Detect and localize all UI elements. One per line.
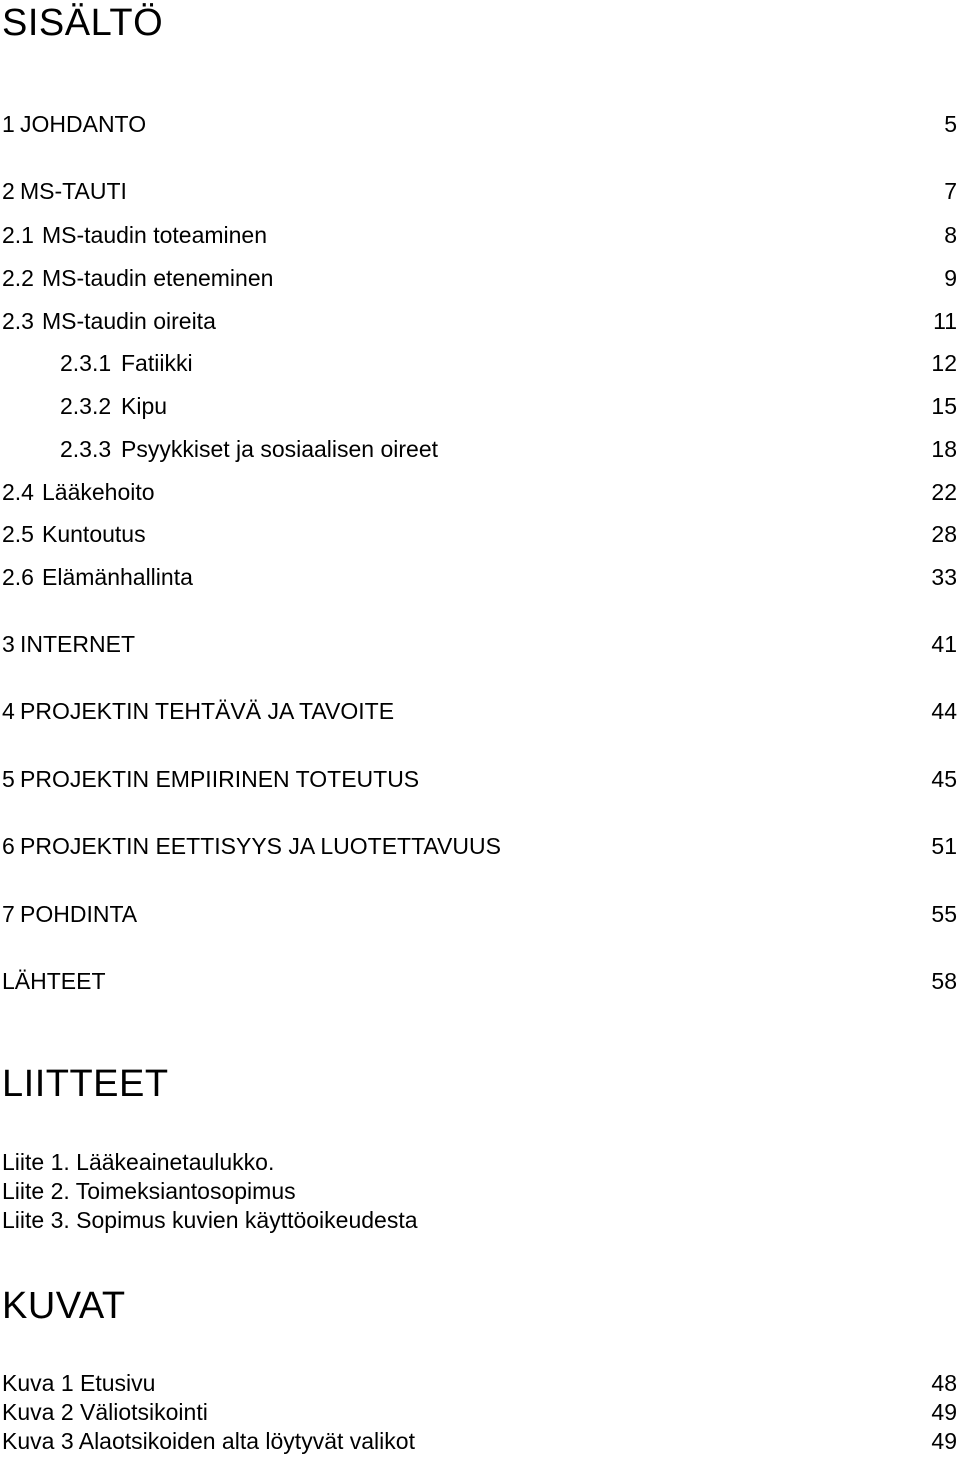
figure-entry-page: 49 [931,1399,957,1425]
toc-entry-title: MS-taudin oireita [42,308,216,334]
toc-entry-page: 8 [944,222,957,248]
toc-entry-number: 2.5 [2,521,34,547]
toc-entry-number: 3 [2,631,15,657]
toc-entry-number: 2.4 [2,479,34,505]
toc-entry-label [2,267,273,290]
toc-entry-page: 41 [931,631,957,657]
toc-entry-page: 12 [931,350,957,376]
toc-entry-number: 1 [2,111,15,137]
toc-entry-title: Psyykkiset ja sosiaalisen oireet [121,436,439,462]
toc-entry-page: 11 [933,308,957,334]
figure-entry-page: 48 [931,1370,957,1396]
toc-entry-label [2,700,394,723]
toc-entry-title: MS-taudin toteaminen [42,222,268,248]
toc-entry [2,835,957,858]
toc-entry-label [2,835,501,858]
toc-entry [2,224,957,247]
toc-entry-page: 44 [931,698,957,724]
figure-entry-title: Kuva 3 Alaotsikoiden alta löytyvät valikot [2,1428,415,1454]
toc-entry [2,180,957,203]
toc-entry [2,633,957,656]
toc-entry [2,523,957,546]
toc-entry-title: PROJEKTIN TEHTÄVÄ JA TAVOITE [20,698,395,724]
toc-entry-number: 2.1 [2,222,34,248]
toc-entry [2,566,957,589]
toc-heading: SISÄLTÖ [2,2,164,44]
toc-entry-page: 22 [931,479,957,505]
toc-entry-title: PROJEKTIN EMPIIRINEN TOTEUTUS [20,766,420,792]
toc-entry-label [2,566,193,589]
toc-entry [2,970,957,993]
toc-entry-label [2,903,137,926]
toc-entry-label [2,768,419,791]
toc-entry-page: 58 [931,968,957,994]
toc-entry-number: 7 [2,901,15,927]
toc-entry-label [60,395,167,418]
figure-entry-title: Kuva 1 Etusivu [2,1370,156,1396]
toc-entry-label [2,224,267,247]
toc-entry [2,267,957,290]
toc-entry-label [2,310,216,333]
toc-entry-title: Lääkehoito [42,479,155,505]
toc-entry [2,768,957,791]
toc-entry-label [2,481,155,504]
toc-entry-number: 2 [2,178,15,204]
toc-entry-label [60,352,193,375]
toc-entry-label [2,180,127,203]
figure-entry [2,1372,957,1395]
toc-entry [2,310,957,333]
appendix-item: Liite 2. Toimeksiantosopimus [2,1178,296,1204]
appendices-heading: LIITTEET [2,1063,169,1105]
toc-entry [2,481,957,504]
toc-entry-label [60,438,438,461]
toc-entry [2,113,957,136]
toc-entry-title: LÄHTEET [2,968,106,994]
toc-entry-title: POHDINTA [20,901,138,927]
toc-entry-page: 28 [931,521,957,547]
toc-entry-label [2,113,146,136]
toc-entry [60,352,957,375]
toc-entry-title: PROJEKTIN EETTISYYS JA LUOTETTAVUUS [20,833,501,859]
appendix-item: Liite 1. Lääkeainetaulukko. [2,1149,275,1175]
toc-entry-page: 15 [931,393,957,419]
toc-entry [60,438,957,461]
toc-entry [2,700,957,723]
toc-entry-page: 7 [944,178,957,204]
toc-entry-page: 45 [931,766,957,792]
appendix-list [2,1148,418,1235]
toc-entry-label [2,970,106,993]
toc-entry-number: 2.3.3 [60,436,112,462]
toc-entry-page: 9 [944,265,957,291]
figure-entry [2,1430,957,1453]
toc-entry-label [2,523,146,546]
toc-entry-page: 55 [931,901,957,927]
toc-entry-title: Kuntoutus [42,521,146,547]
toc-entry-page: 51 [931,833,957,859]
toc-entry-number: 2.3.1 [60,350,112,376]
toc-entry-page: 5 [944,111,957,137]
toc-entry-number: 4 [2,698,15,724]
toc-entry-title: Elämänhallinta [42,564,193,590]
toc-entry-title: MS-TAUTI [20,178,127,204]
appendix-item: Liite 3. Sopimus kuvien käyttöoikeudesta [2,1207,418,1233]
toc-entry-number: 5 [2,766,15,792]
figures-heading: KUVAT [2,1285,126,1327]
toc-entry-page: 18 [931,436,957,462]
toc-entry-number: 2.3 [2,308,34,334]
toc-entry-title: JOHDANTO [20,111,147,137]
figure-entry-title: Kuva 2 Väliotsikointi [2,1399,208,1425]
toc-entry-title: Fatiikki [121,350,193,376]
toc-entry-title: MS-taudin eteneminen [42,265,274,291]
toc-entry-title: Kipu [121,393,168,419]
toc-entry [60,395,957,418]
toc-entry-label [2,633,135,656]
toc-entry-number: 2.6 [2,564,34,590]
toc-entry-number: 2.2 [2,265,34,291]
toc-entry [2,903,957,926]
toc-entry-number: 6 [2,833,15,859]
figure-entry [2,1401,957,1424]
toc-entry-number: 2.3.2 [60,393,112,419]
toc-entry-title: INTERNET [20,631,135,657]
toc-entry-page: 33 [931,564,957,590]
figure-entry-page: 49 [931,1428,957,1454]
